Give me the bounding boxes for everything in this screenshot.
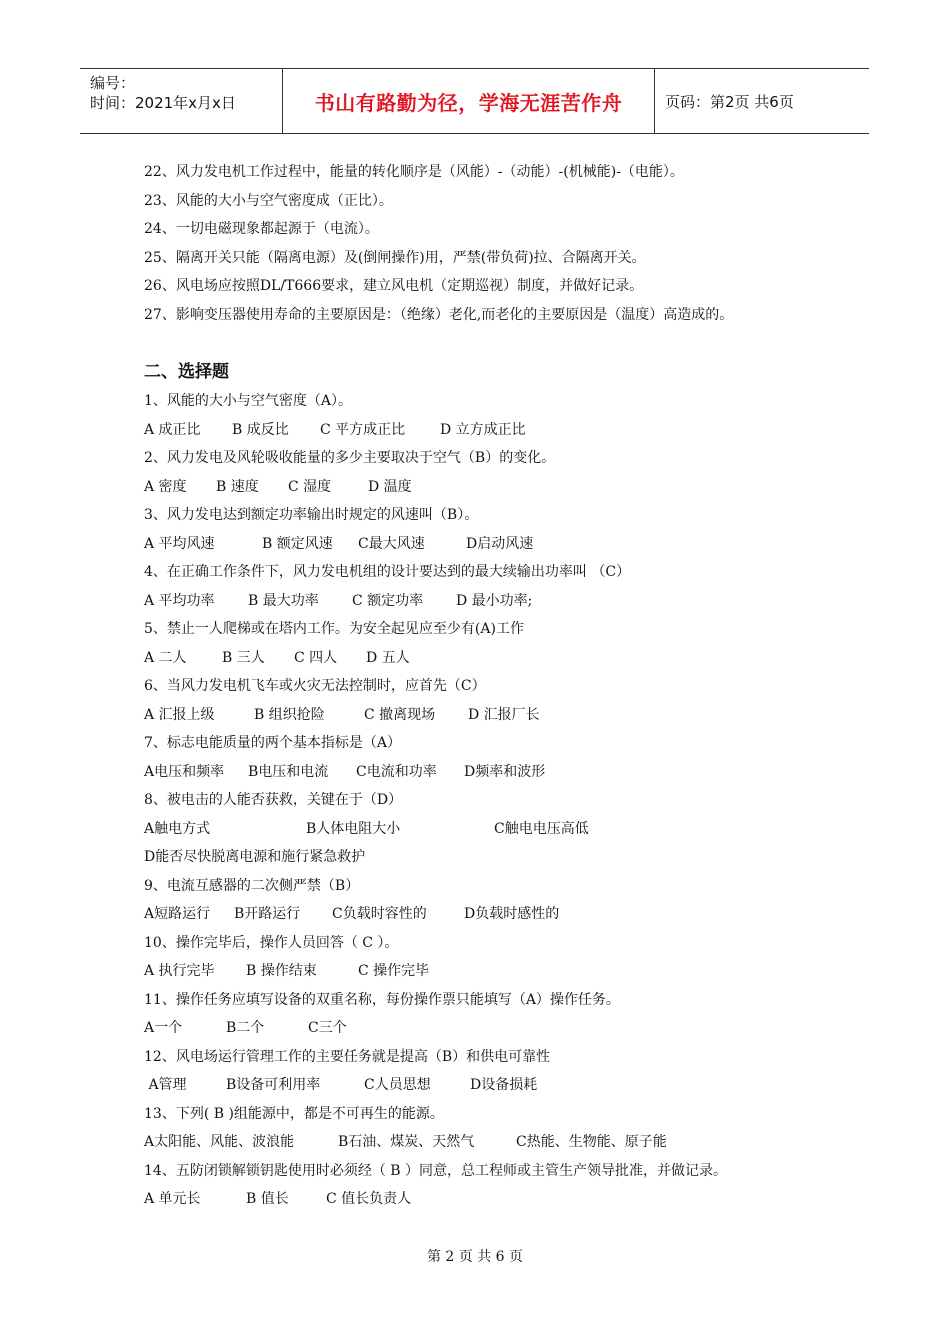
question-text: 11、操作任务应填写设备的双重名称，每份操作票只能填写（A）操作任务。 <box>144 991 620 1008</box>
option: A管理 <box>144 1077 187 1093</box>
question-options <box>144 644 844 673</box>
option: B电压和电流 <box>248 763 329 780</box>
option: D 最小功率; <box>456 592 533 609</box>
question-options <box>144 758 844 787</box>
fill-item: 27、影响变压器使用寿命的主要原因是：（绝缘）老化,而老化的主要原因是（温度）高造成的。 <box>144 306 734 323</box>
question-options <box>144 416 844 445</box>
question-options <box>144 587 844 616</box>
option: A 二人 <box>144 649 187 666</box>
question-text: 6、当风力发电机飞车或火灾无法控制时，应首先（C） <box>144 678 486 694</box>
option: C最大风速 <box>358 535 425 552</box>
option: A 单元长 <box>144 1191 201 1207</box>
question-options <box>144 1185 844 1214</box>
option: B 最大功率 <box>248 592 319 609</box>
header-info <box>80 69 282 133</box>
option: C 平方成正比 <box>320 421 406 438</box>
date-label: 时间：2021年x月x日 <box>90 94 236 112</box>
question-options <box>144 815 844 844</box>
option: A 密度 <box>144 478 187 495</box>
page-footer: 第 2 页 共 6 页 <box>426 1249 524 1265</box>
option: D 立方成正比 <box>440 421 526 438</box>
option: C电流和功率 <box>356 763 437 780</box>
question-options <box>144 1014 844 1043</box>
page-label: 页码：第2页 共6页 <box>665 92 794 111</box>
option: B 三人 <box>222 649 265 666</box>
question-text: 14、五防闭锁解锁钥匙使用时必须经（ B ）同意，总工程师或主管生产领导批准，并做记录。 <box>144 1162 728 1179</box>
option: A电压和频率 <box>144 763 225 780</box>
option: C三个 <box>308 1020 347 1036</box>
page-header <box>80 68 869 134</box>
question-text: 4、在正确工作条件下，风力发电机组的设计要达到的最大续输出功率叫 （C） <box>144 564 631 580</box>
question-options <box>144 900 844 929</box>
option: A一个 <box>144 1020 183 1036</box>
question-options <box>144 701 844 730</box>
question-option-extra: D能否尽快脱离电源和施行紧急救护 <box>144 849 366 865</box>
option: C触电电压高低 <box>494 820 589 837</box>
motto: 书山有路勤为径，学海无涯苦作舟 <box>314 90 623 115</box>
option: A 平均风速 <box>144 535 215 552</box>
fill-item: 26、风电场应按照DL/T666要求，建立风电机（定期巡视）制度，并做好记录。 <box>144 278 644 294</box>
option: B 额定风速 <box>262 535 333 552</box>
question-text: 2、风力发电及风轮吸收能量的多少主要取决于空气（B）的变化。 <box>144 450 556 466</box>
option: C 湿度 <box>288 478 332 495</box>
question-options <box>144 1071 844 1100</box>
question-text: 8、被电击的人能否获救，关键在于（D） <box>144 792 403 808</box>
option: A 平均功率 <box>144 592 215 609</box>
option: D设备损耗 <box>470 1077 538 1093</box>
option: A短路运行 <box>144 906 211 922</box>
option: B设备可利用率 <box>226 1077 321 1093</box>
option: D 汇报厂长 <box>468 706 540 723</box>
option: B 操作结束 <box>246 963 317 979</box>
option: C人员思想 <box>364 1077 431 1093</box>
question-options <box>144 957 844 986</box>
option: A触电方式 <box>144 820 211 837</box>
option: C 操作完毕 <box>358 963 430 979</box>
fill-in-items <box>144 158 844 329</box>
option: A 成正比 <box>144 421 201 438</box>
option: D 温度 <box>368 478 412 495</box>
fill-item: 24、一切电磁现象都起源于（电流）。 <box>144 221 379 237</box>
question-text: 3、风力发电达到额定功率输出时规定的风速叫（B）。 <box>144 507 479 523</box>
section-title: 二、选择题 <box>144 362 229 382</box>
question-text: 5、禁止一人爬梯或在塔内工作。为安全起见应至少有(A)工作 <box>144 621 524 637</box>
question-text: 9、电流互感器的二次侧严禁（B） <box>144 877 360 894</box>
question-text: 7、标志电能质量的两个基本指标是（A） <box>144 735 402 751</box>
option: B二个 <box>226 1020 265 1036</box>
option: C 四人 <box>294 649 338 666</box>
header-motto-cell <box>282 69 655 133</box>
question-options <box>144 473 844 502</box>
fill-item: 22、风力发电机工作过程中，能量的转化顺序是（风能）-（动能）-(机械能)-（电能）。 <box>144 164 684 180</box>
option: D 五人 <box>366 649 410 666</box>
option: D启动风速 <box>466 535 534 552</box>
question-text: 10、操作完毕后，操作人员回答（ C ）。 <box>144 934 399 951</box>
question-text: 12、风电场运行管理工作的主要任务就是提高（B）和供电可靠性 <box>144 1048 551 1065</box>
fill-item: 23、风能的大小与空气密度成（正比）。 <box>144 192 393 209</box>
option: B 成反比 <box>232 421 289 438</box>
option: D负载时感性的 <box>464 906 560 922</box>
fill-item: 25、隔离开关只能（隔离电源）及(倒闸操作)用，严禁(带负荷)拉、合隔离开关。 <box>144 249 646 266</box>
document-body <box>144 158 844 1214</box>
question-list <box>144 387 844 1214</box>
question-text: 1、风能的大小与空气密度（A）。 <box>144 393 353 409</box>
header-page-cell <box>655 69 869 133</box>
option: B石油、煤炭、天然气 <box>338 1134 475 1150</box>
option: A 执行完毕 <box>144 963 215 979</box>
option: B人体电阻大小 <box>306 820 401 837</box>
option: C 额定功率 <box>352 592 424 609</box>
option: C热能、生物能、原子能 <box>516 1134 667 1150</box>
option: C 值长负责人 <box>326 1191 412 1207</box>
question-text: 13、下列( B )组能源中，都是不可再生的能源。 <box>144 1105 444 1122</box>
option: D频率和波形 <box>464 763 546 780</box>
question-options <box>144 530 844 559</box>
option: C负载时容性的 <box>332 906 427 922</box>
code-label: 编号： <box>90 74 136 92</box>
option: C 撤离现场 <box>364 706 436 723</box>
question-options <box>144 1128 844 1157</box>
option: B 组织抢险 <box>254 706 325 723</box>
option: B 速度 <box>216 478 259 495</box>
option: A 汇报上级 <box>144 706 215 723</box>
option: B开路运行 <box>234 906 301 922</box>
option: B 值长 <box>246 1191 289 1207</box>
option: A太阳能、风能、波浪能 <box>144 1134 295 1150</box>
